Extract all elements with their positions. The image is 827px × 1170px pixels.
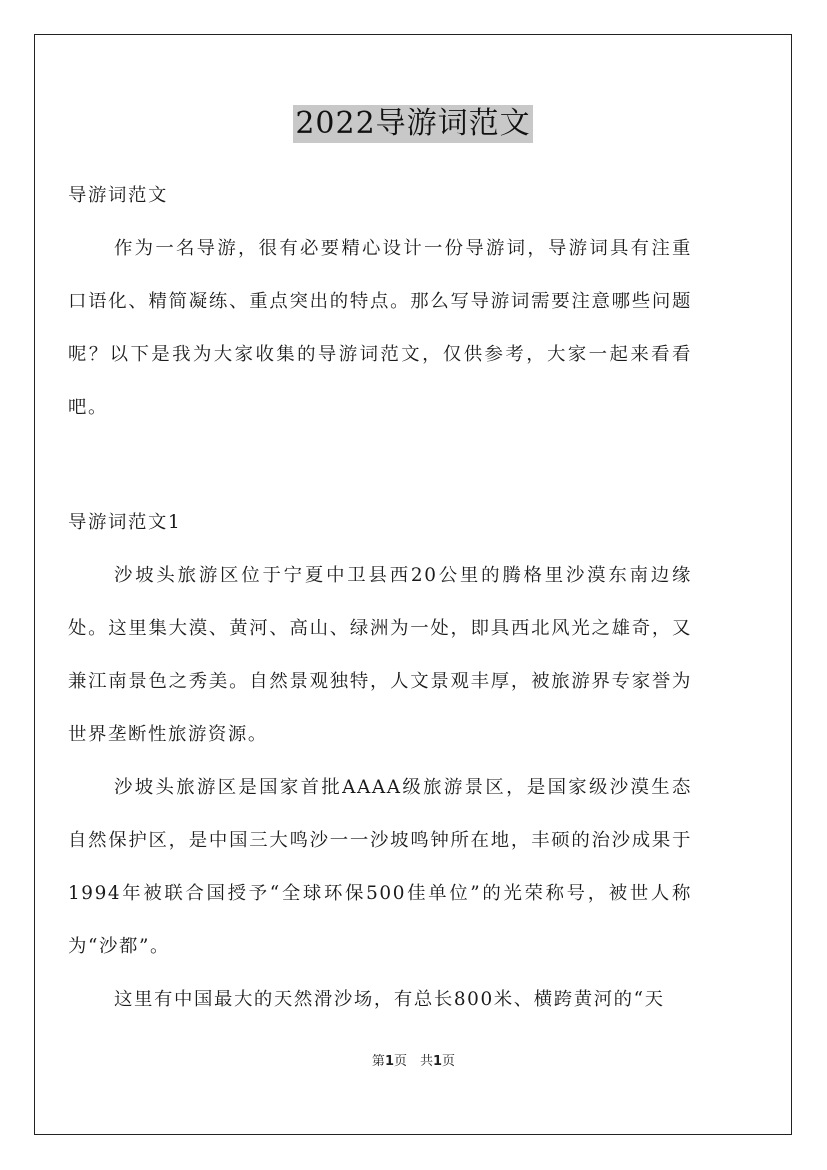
body-paragraph-3: 这里有中国最大的天然滑沙场，有总长800米、横跨黄河的“天 [114,989,665,1010]
footer-prefix: 第 [371,1054,385,1069]
title-container [35,105,791,143]
page-footer [0,1050,827,1069]
intro-paragraph: 作为一名导游，很有必要精心设计一份导游词，导游词具有注重口语化、精简凝练、重点突出的特点。那么写导游词需要注意哪些问题呢？以下是我为大家收集的导游词范文，仅供参考，大家一起来看看吧。 [68,238,692,418]
document-title: 2022导游词范文 [295,106,531,141]
footer-mid: 页 共 [393,1054,433,1069]
document-subtitle: 导游词范文 [68,185,168,206]
body-paragraph-1: 沙坡头旅游区位于宁夏中卫县西20公里的腾格里沙漠东南边缘处。这里集大漠、黄河、高山、绿洲为一处，即具西北风光之雄奇，又兼江南景色之秀美。自然景观独特，人文景观丰厚，被旅游界专家誉为世界垄断性旅游资源。 [68,565,692,745]
footer-page-total: 1 [433,1054,443,1069]
footer-suffix: 页 [442,1054,456,1069]
body-paragraph-2: 沙坡头旅游区是国家首批AAAA级旅游景区，是国家级沙漠生态自然保护区，是中国三大鸣沙一一沙坡鸣钟所在地，丰硕的治沙成果于1994年被联合国授予“全球环保500佳单位”的光荣称号，被世人称为“沙都”。 [68,777,692,957]
section-heading: 导游词范文1 [68,512,182,533]
footer-page-current: 1 [384,1054,394,1069]
